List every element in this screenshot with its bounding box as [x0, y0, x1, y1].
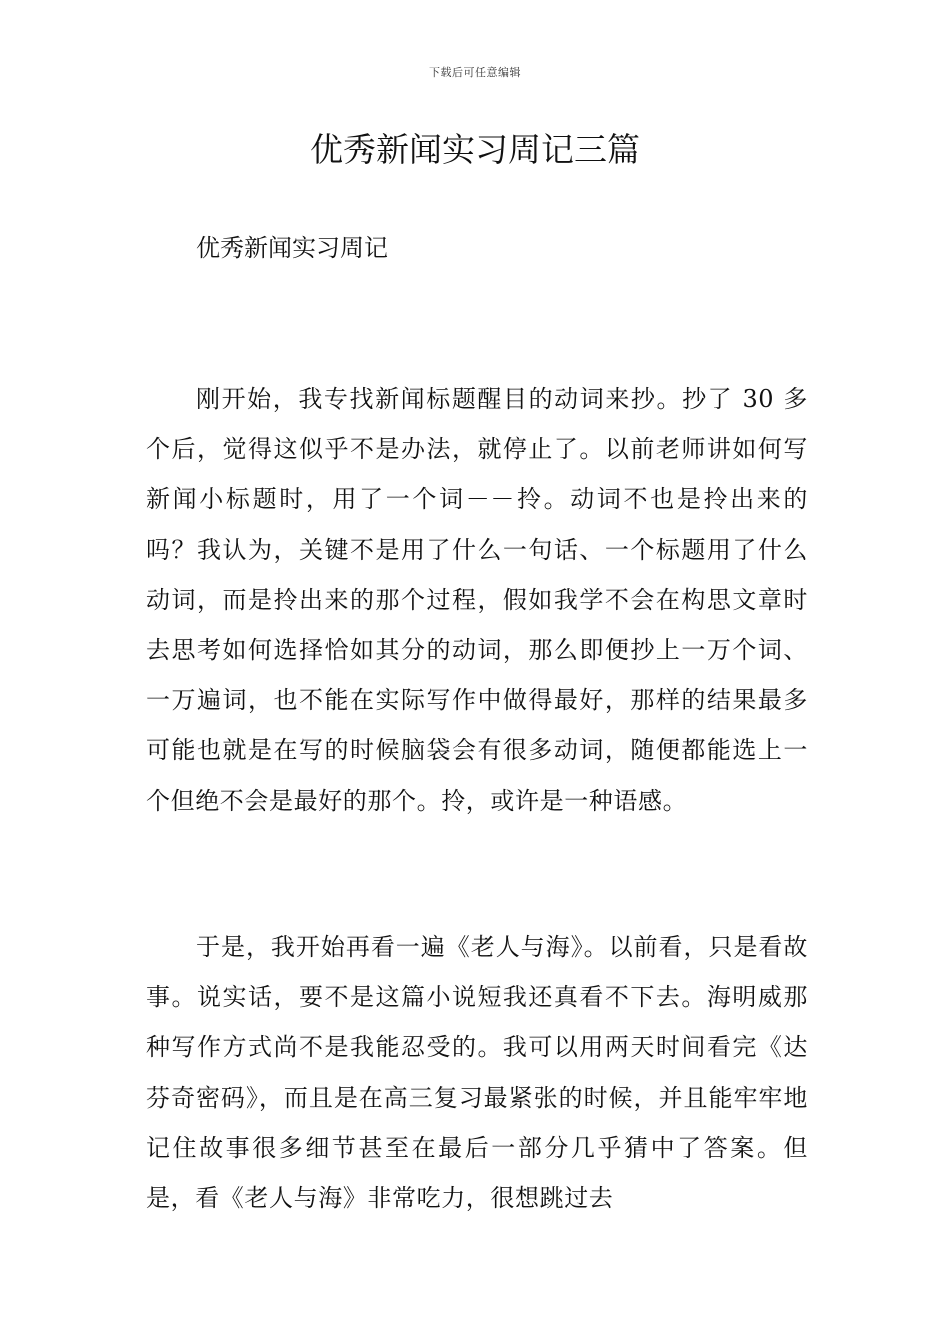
body-paragraph-2: 于是，我开始再看一遍《老人与海》。以前看，只是看故事。说实话，要不是这篇小说短我还真看不下去。海明威那种写作方式尚不是我能忍受的。我可以用两天时间看完《达芬奇密码》，而且是在高三复习最紧张的时候，并且能牢牢地记住故事很多细节甚至在最后一部分几乎猜中了答案。但是，看《老人与海》非常吃力，很想跳过去: [146, 933, 808, 1213]
document-title: 优秀新闻实习周记三篇: [310, 130, 640, 169]
body-paragraph-1: 刚开始，我专找新闻标题醒目的动词来抄。抄了 30 多个后，觉得这似乎不是办法，就停止了。以前老师讲如何写新闻小标题时，用了一个词－－拎。动词不也是拎出来的吗？我认为，关键不是用了什么一句话、一个标题用了什么动词，而是拎出来的那个过程，假如我学不会在构思文章时去思考如何选择恰如其分的动词，那么即便抄上一万个词、一万遍词，也不能在实际写作中做得最好，那样的结果最多可能也就是在写的时候脑袋会有很多动词，随便都能选上一个但绝不会是最好的那个。拎，或许是一种语感。: [146, 385, 808, 815]
header-note: 下载后可任意编辑: [429, 66, 521, 79]
section-subtitle: 优秀新闻实习周记: [196, 234, 388, 262]
